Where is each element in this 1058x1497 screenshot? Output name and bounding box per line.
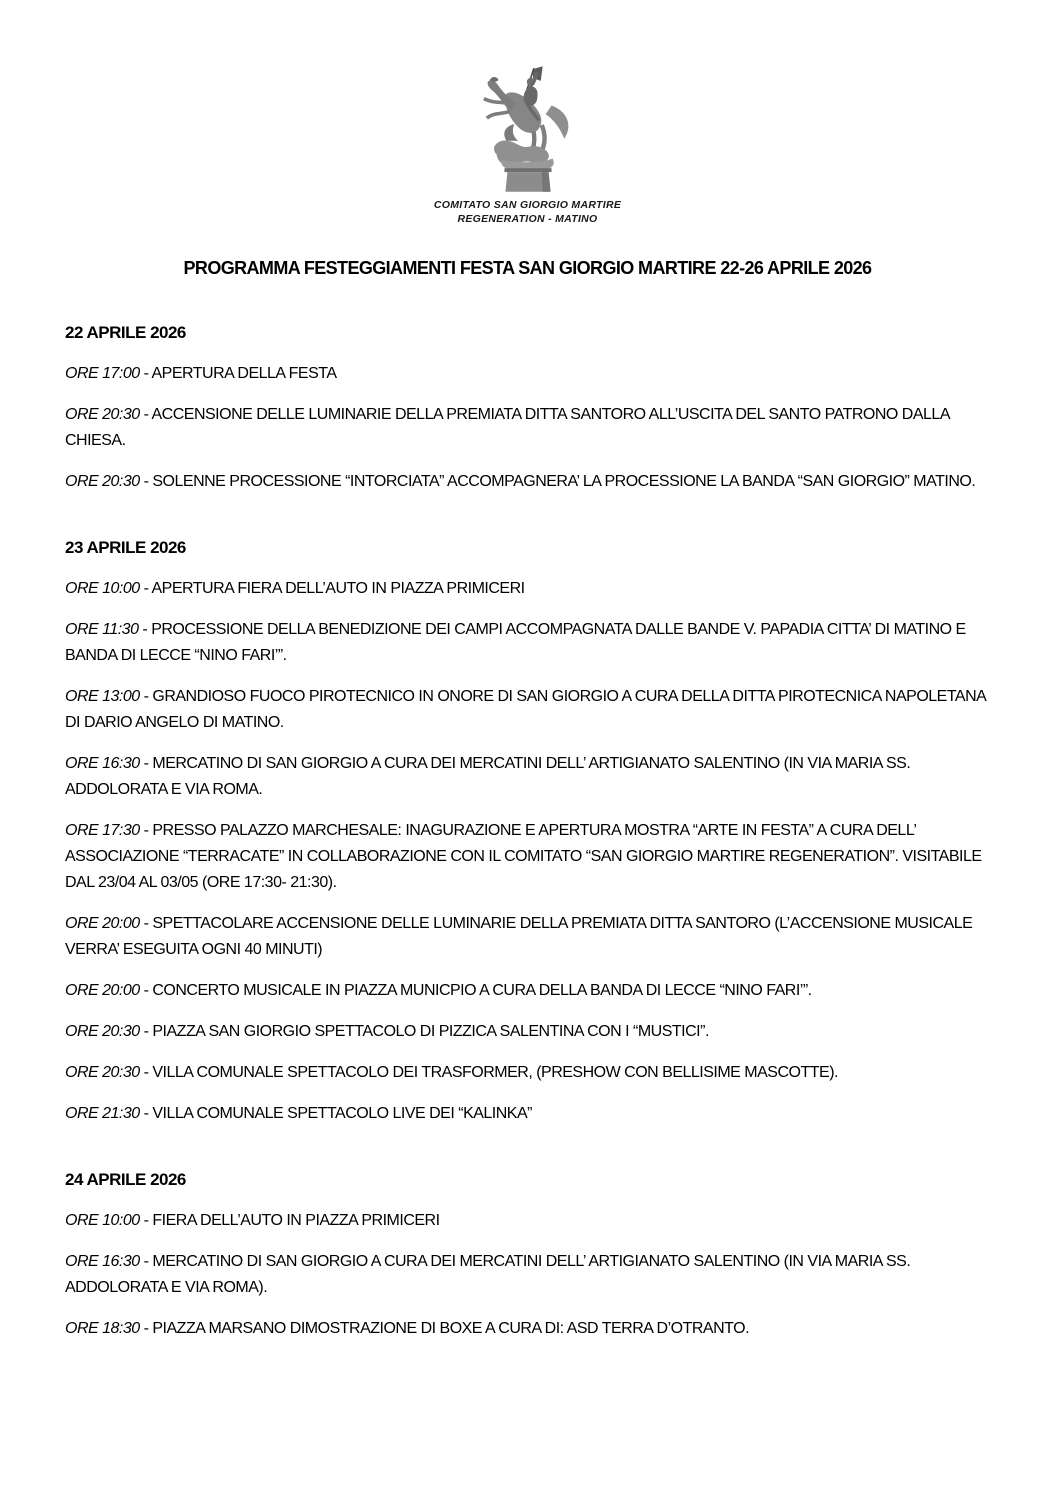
event-item xyxy=(65,469,990,495)
event-separator: - xyxy=(139,982,153,999)
event-item xyxy=(65,1208,990,1234)
logo-caption-line1: COMITATO SAN GIORGIO MARTIRE xyxy=(433,199,622,211)
section-date: 24 APRILE 2026 xyxy=(65,1170,186,1189)
event-text: MERCATINO DI SAN GIORGIO A CURA DEI MERCATINI DELL’ ARTIGIANATO SALENTINO (IN VIA MARIA SS. ADDOLORATA E VIA ROMA. xyxy=(65,755,911,798)
event-text: ACCENSIONE DELLE LUMINARIE DELLA PREMIATA DITTA SANTORO ALL’USCITA DEL SANTO PATRONO DALLA CHIESA. xyxy=(65,406,950,449)
event-time: ORE 21:30 xyxy=(65,1105,140,1122)
event-separator: - xyxy=(138,621,152,638)
event-item xyxy=(65,1249,990,1301)
event-time: ORE 11:30 xyxy=(65,621,139,638)
event-separator: - xyxy=(139,688,153,705)
event-text: CONCERTO MUSICALE IN PIAZZA MUNICPIO A CURA DELLA BANDA DI LECCE “NINO FARI’”. xyxy=(152,982,812,999)
event-time: ORE 10:00 xyxy=(65,1212,140,1229)
event-time: ORE 17:30 xyxy=(65,822,140,839)
event-separator: - xyxy=(139,1105,153,1122)
event-item xyxy=(65,361,990,387)
event-time: ORE 20:00 xyxy=(65,982,140,999)
event-time: ORE 20:30 xyxy=(65,1023,140,1040)
program-section xyxy=(65,320,990,495)
event-item xyxy=(65,1019,990,1045)
event-separator: - xyxy=(139,1253,153,1270)
event-item xyxy=(65,617,990,669)
event-time: ORE 20:30 xyxy=(65,1064,140,1081)
event-separator: - xyxy=(139,1212,153,1229)
event-time: ORE 10:00 xyxy=(65,580,140,597)
program-section xyxy=(65,1167,990,1342)
event-item xyxy=(65,978,990,1004)
logo-caption xyxy=(65,199,990,226)
event-text: PRESSO PALAZZO MARCHESALE: INAGURAZIONE E APERTURA MOSTRA “ARTE IN FESTA” A CURA DELL’ ASSOCIAZIONE “TERRACATE” IN COLLABORAZIONE CON IL COMITATO “SAN GIORGIO MARTIRE REGENERATION”. VISITABILE DAL 23/04 AL 03/05 (ORE 17:30- 21:30). xyxy=(65,822,982,891)
event-text: PIAZZA MARSANO DIMOSTRAZIONE DI BOXE A CURA DI: ASD TERRA D’OTRANTO. xyxy=(152,1320,750,1337)
event-text: GRANDIOSO FUOCO PIROTECNICO IN ONORE DI SAN GIORGIO A CURA DELLA DITTA PIROTECNICA NAPOLETANA DI DARIO ANGELO DI MATINO. xyxy=(65,688,986,731)
page-title: PROGRAMMA FESTEGGIAMENTI FESTA SAN GIORGIO MARTIRE 22-26 APRILE 2026 xyxy=(183,258,872,278)
event-text: PROCESSIONE DELLA BENEDIZIONE DEI CAMPI ACCOMPAGNATA DALLE BANDE V. PAPADIA CITTA’ DI MATINO E BANDA DI LECCE “NINO FARI’”. xyxy=(65,621,966,664)
event-separator: - xyxy=(139,1064,153,1081)
logo xyxy=(65,0,990,226)
event-time: ORE 20:30 xyxy=(65,473,140,490)
event-time: ORE 16:30 xyxy=(65,1253,140,1270)
event-item xyxy=(65,684,990,736)
event-text: MERCATINO DI SAN GIORGIO A CURA DEI MERCATINI DELL’ ARTIGIANATO SALENTINO (IN VIA MARIA SS. ADDOLORATA E VIA ROMA). xyxy=(65,1253,911,1296)
event-text: FIERA DELL’AUTO IN PIAZZA PRIMICERI xyxy=(152,1212,440,1229)
event-item xyxy=(65,1316,990,1342)
event-item xyxy=(65,1101,990,1127)
logo-caption-line2: REGENERATION - MATINO xyxy=(457,212,598,225)
event-text: VILLA COMUNALE SPETTACOLO DEI TRASFORMER, (PRESHOW CON BELLISIME MASCOTTE). xyxy=(152,1064,838,1081)
event-item xyxy=(65,1060,990,1086)
event-time: ORE 20:00 xyxy=(65,915,140,932)
event-separator: - xyxy=(139,406,152,423)
event-item xyxy=(65,818,990,896)
event-separator: - xyxy=(139,473,153,490)
event-item xyxy=(65,576,990,602)
event-text: APERTURA DELLA FESTA xyxy=(151,365,337,382)
event-text: SPETTACOLARE ACCENSIONE DELLE LUMINARIE DELLA PREMIATA DITTA SANTORO (L’ACCENSIONE MUSICALE VERRA’ ESEGUITA OGNI 40 MINUTI) xyxy=(65,915,973,958)
event-item xyxy=(65,402,990,454)
event-separator: - xyxy=(139,822,153,839)
event-text: SOLENNE PROCESSIONE “INTORCIATA” ACCOMPAGNERA’ LA PROCESSIONE LA BANDA “SAN GIORGIO” MATINO. xyxy=(152,473,976,490)
event-separator: - xyxy=(139,580,152,597)
event-time: ORE 16:30 xyxy=(65,755,140,772)
section-date: 22 APRILE 2026 xyxy=(65,323,186,342)
event-separator: - xyxy=(139,915,153,932)
event-text: VILLA COMUNALE SPETTACOLO LIVE DEI “KALINKA” xyxy=(152,1105,532,1122)
program-section xyxy=(65,535,990,1127)
event-text: APERTURA FIERA DELL’AUTO IN PIAZZA PRIMICERI xyxy=(151,580,525,597)
event-item xyxy=(65,911,990,963)
section-date: 23 APRILE 2026 xyxy=(65,538,186,557)
event-time: ORE 18:30 xyxy=(65,1320,140,1337)
event-time: ORE 20:30 xyxy=(65,406,140,423)
event-separator: - xyxy=(139,755,153,772)
event-time: ORE 13:00 xyxy=(65,688,140,705)
event-separator: - xyxy=(139,1320,153,1337)
st-george-statue-icon xyxy=(477,64,579,192)
program-sections xyxy=(65,320,990,1342)
event-time: ORE 17:00 xyxy=(65,365,140,382)
event-separator: - xyxy=(139,365,152,382)
event-text: PIAZZA SAN GIORGIO SPETTACOLO DI PIZZICA SALENTINA CON I “MUSTICI”. xyxy=(152,1023,709,1040)
event-separator: - xyxy=(139,1023,153,1040)
event-item xyxy=(65,751,990,803)
